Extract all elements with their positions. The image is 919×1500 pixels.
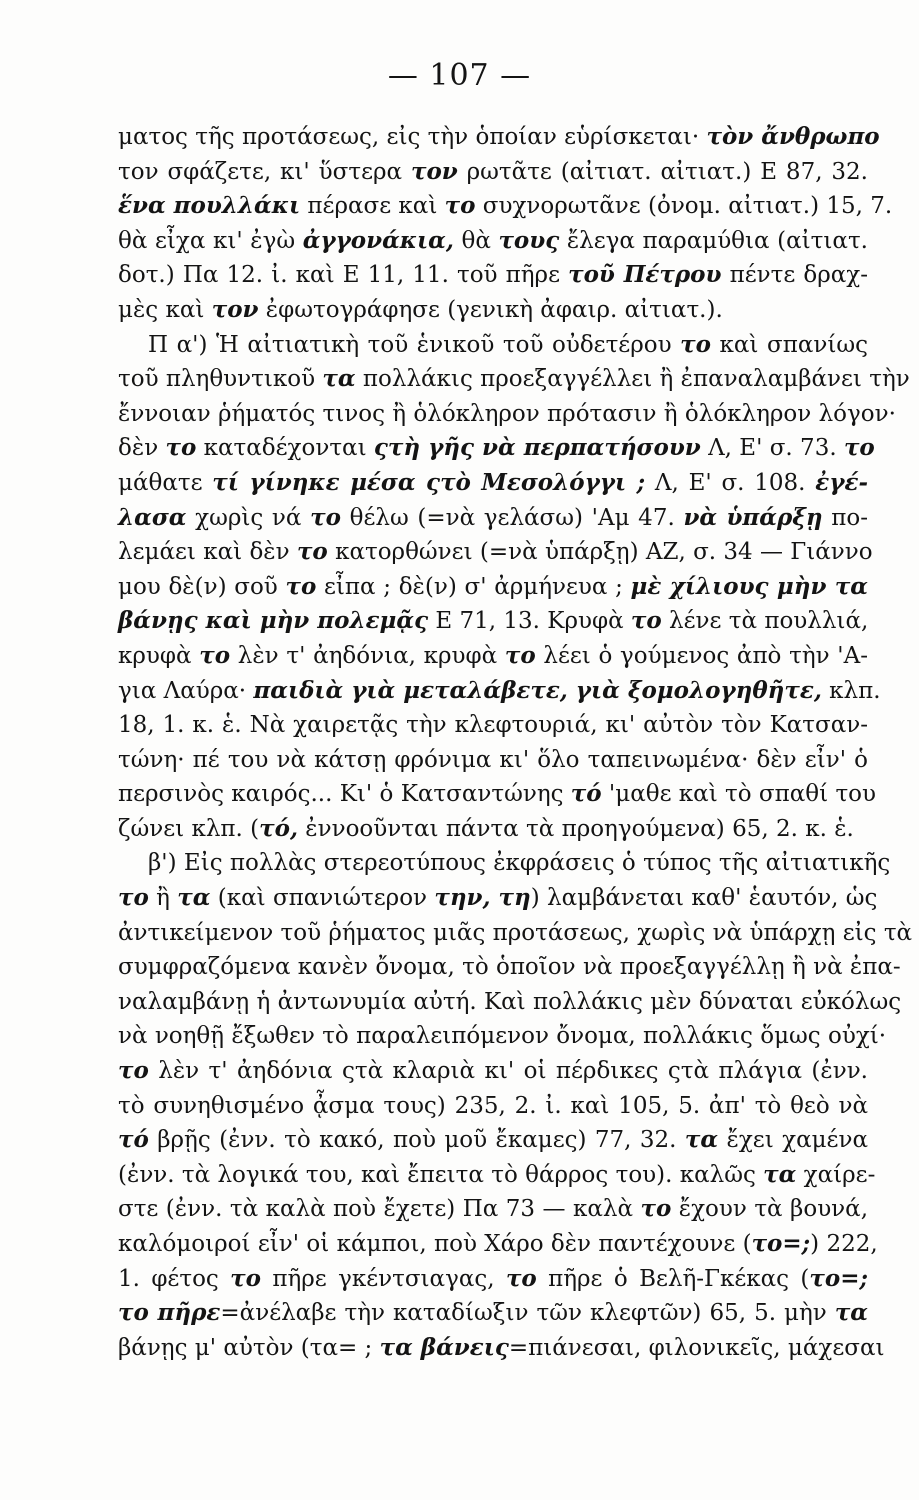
emphasis-text: το (296, 538, 328, 566)
text-line (118, 985, 902, 1020)
emphasis-text: τα (322, 365, 356, 393)
text-segment: τώνη· πέ του νὰ κάτσῃ φρόνιμα κι' ὅλο ταπεινωμένα· δὲν εἶν' ὁ (118, 746, 868, 773)
text-segment: ἀντικείμενον τοῦ ῥήματος μιᾶς προτάσεως, χωρὶς νὰ ὑπάρχῃ εἰς τὰ (118, 919, 913, 946)
text-segment: θὰ εἶχα κι' ἐγὼ (118, 227, 303, 254)
text-segment: περσινὸς καιρός... Κι' ὁ Κατσαντώνης (118, 781, 571, 808)
text-segment: ἔχει χαμένα (718, 1127, 868, 1154)
text-segment: κατορθώνει (=νὰ ὑπάρξῃ) ΑΖ, σ. 34 — Γιάννο (327, 539, 873, 566)
emphasis-text: λασα (118, 503, 187, 531)
text-segment: =πιάνεσαι, φιλονικεῖς, μάχεσαι (508, 1334, 885, 1361)
emphasis-text: τα βάνεις (379, 1333, 509, 1361)
text-segment: πο- (822, 504, 868, 531)
emphasis-text: ἀγγονάκια, (302, 226, 454, 254)
text-segment: λεμάει καὶ δὲν (118, 539, 297, 566)
text-segment: καὶ σπανίως (710, 331, 868, 358)
emphasis-text: βάνῃς καὶ μὴν πολεμᾷς (118, 607, 429, 635)
text-segment: =ἀνέλαβε τὴν καταδίωξιν τῶν κλεφτῶν) 65, 5. μὴν (220, 1300, 835, 1327)
emphasis-text: ἕνα πουλλάκι (118, 192, 301, 220)
text-segment: για Λαύρα· (118, 677, 254, 704)
text-line (118, 639, 868, 674)
text-segment: καλόμοιροί εἶν' οἱ κάμποι, ποὺ Χάρο δὲν παντέχουνε ( (118, 1231, 752, 1257)
text-segment: τον σφάζετε, κι' ὕστερα (118, 158, 411, 185)
text-segment: λὲν τ' ἀηδόνια, κρυφὰ (230, 642, 505, 669)
text-line (118, 1296, 868, 1331)
emphasis-text: τον (211, 295, 259, 323)
emphasis-text: το (199, 641, 231, 669)
emphasis-text: τοῦ Πέτρου (568, 261, 722, 289)
emphasis-text: το (680, 330, 711, 358)
text-line (118, 604, 868, 639)
text-segment: τοῦ πληθυντικοῦ (118, 366, 323, 393)
emphasis-text: παιδιὰ γιὰ μεταλάβετε, γιὰ ξομολογηθῆτε, (253, 676, 822, 704)
emphasis-text: το=; (809, 1264, 868, 1292)
text-line (118, 1019, 887, 1054)
text-line (118, 1262, 868, 1297)
text-line (118, 950, 901, 985)
text-segment: κρυφὰ (118, 642, 200, 669)
emphasis-text: μὲ χίλιους μὴν τα (630, 572, 868, 600)
emphasis-text: ἐγέ- (815, 468, 868, 496)
text-segment: συμφραζόμενα κανὲν ὄνομα, τὸ ὁποῖον νὰ προεξαγγέλλῃ ἢ νὰ ἐπα- (118, 954, 901, 981)
text-line (118, 846, 891, 881)
text-segment: Ε 71, 13. Κρυφὰ (428, 608, 631, 635)
emphasis-text: το (310, 503, 341, 531)
text-line (118, 362, 910, 397)
emphasis-text: το (165, 434, 197, 462)
text-segment: ματος τῆς προτάσεως, εἰς τὴν ὁποίαν εὑρίσκεται· (118, 124, 707, 150)
text-segment: ἔννοιαν ῥήματός τινος ἢ ὁλόκληρον πρότασιν ἢ ὁλόκληρον λόγον· (118, 400, 896, 427)
text-segment: νὰ νοηθῇ ἔξωθεν τὸ παραλειπόμενον ὄνομα, πολλάκις ὅμως οὐχί· (118, 1023, 887, 1050)
text-line (118, 1331, 885, 1366)
text-segment: ρωτᾶτε (αἰτιατ. αἰτιατ.) Ε 87, 32. (457, 158, 868, 185)
text-segment: πέρασε καὶ (300, 193, 445, 220)
emphasis-text: τα (684, 1126, 719, 1154)
emphasis-text: το (843, 434, 875, 462)
emphasis-text: το (118, 1057, 149, 1085)
emphasis-text: το (630, 607, 662, 635)
text-segment: β') Εἰς πολλὰς στερεοτύπους ἐκφράσεις ὁ τύπος τῆς αἰτιατικῆς (148, 850, 891, 877)
text-line (118, 466, 868, 501)
emphasis-text: τὸν ἄνθρωπο (706, 123, 880, 150)
text-segment: θὰ (453, 227, 499, 254)
emphasis-text: τί γίνηκε μέσα ςτὸ Μεσολόγγι ; (212, 468, 646, 496)
text-segment: Λ, Ε' σ. 108. (645, 469, 816, 496)
text-segment: (ἐνν. τὰ λογικά του, καὶ ἔπειτα τὸ θάρρος του). καλῶς (118, 1161, 764, 1188)
emphasis-text: τό (570, 780, 602, 808)
text-segment: ἔχουν τὰ βουνά, (671, 1196, 869, 1223)
text-line (118, 431, 875, 466)
emphasis-text: το πῆρε (118, 1299, 221, 1327)
text-segment: βάνῃς μ' αὐτὸν (τα= ; (118, 1334, 380, 1361)
text-segment: λὲν τ' ἀηδόνια ςτὰ κλαριὰ κι' οἱ πέρδικες ςτὰ πλάγια (ἐνν. (148, 1058, 868, 1085)
text-line (118, 812, 868, 847)
text-segment: μὲς καὶ (118, 296, 212, 323)
text-line (118, 916, 913, 951)
text-segment: 'μαθε καὶ τὸ σπαθί του (601, 781, 877, 808)
emphasis-text: τους (498, 226, 560, 254)
emphasis-text: τα (763, 1160, 797, 1188)
text-segment: πέντε δραχ- (721, 262, 868, 289)
text-segment: ἢ (148, 885, 178, 912)
text-segment: πῆρε ὁ Βελῆ-Γκέκας ( (536, 1265, 810, 1292)
emphasis-text: το (504, 641, 536, 669)
text-segment: λένε τὰ πουλλιά, (661, 608, 869, 635)
body-text (118, 120, 913, 1365)
text-segment: ναλαμβάνῃ ἡ ἀντωνυμία αὐτή. Καὶ πολλάκις μὲν δύναται εὐκόλως (118, 988, 902, 1015)
text-segment: θέλω (=νὰ γελάσω) 'Αμ 47. (340, 504, 684, 531)
text-segment: στε (ἐνν. τὰ καλὰ ποὺ ἔχετε) Πα 73 — καλὰ (118, 1196, 641, 1223)
text-line (118, 1158, 876, 1193)
text-line (118, 224, 868, 259)
text-segment: μου δὲ(ν) σοῦ (118, 573, 286, 600)
emphasis-text: την, τη (434, 884, 531, 912)
text-line (118, 1192, 868, 1227)
text-line (118, 155, 868, 190)
text-segment: πολλάκις προεξαγγέλλει ἢ ἐπαναλαμβάνει τὴν (355, 366, 910, 393)
emphasis-text: τα (834, 1299, 869, 1327)
text-segment: πῆρε γκέντσιαγας, (261, 1265, 506, 1292)
text-line (118, 743, 868, 778)
emphasis-text: τό, (259, 814, 298, 842)
emphasis-text: το (285, 572, 317, 600)
text-line (118, 397, 896, 432)
text-segment: μάθατε (118, 469, 213, 496)
text-line (118, 328, 868, 363)
text-line (118, 777, 877, 812)
text-line (118, 1089, 868, 1124)
text-segment: ἐννοοῦνται πάντα τὰ προηγούμενα) 65, 2. κ. ἑ. (297, 815, 854, 842)
emphasis-text: το (230, 1264, 261, 1292)
text-segment: καταδέχονται (196, 435, 374, 462)
text-segment: δὲν (118, 435, 166, 462)
text-segment: εἶπα ; δὲ(ν) σ' ἀρμήνευα ; (316, 573, 631, 600)
emphasis-text: τα (177, 884, 211, 912)
emphasis-text: το (505, 1264, 537, 1292)
emphasis-text: το (444, 192, 476, 220)
emphasis-text: το=; (751, 1230, 811, 1257)
page-number: — 107 — (387, 58, 532, 93)
emphasis-text: νὰ ὑπάρξῃ (683, 503, 823, 531)
emphasis-text: τό (118, 1126, 149, 1154)
text-line (118, 570, 868, 605)
text-line (118, 501, 868, 536)
text-line (118, 293, 868, 328)
text-segment: Λ, Ε' σ. 73. (700, 435, 844, 462)
text-line (118, 258, 868, 293)
text-segment: χαίρε- (796, 1161, 876, 1188)
text-segment: κλπ. (821, 677, 881, 704)
text-segment: ) λαμβάνεται καθ' ἑαυτόν, ὡς (530, 885, 878, 912)
text-segment: (καὶ σπανιώτερον (210, 885, 435, 912)
text-line (118, 535, 873, 570)
text-line (118, 1123, 868, 1158)
text-segment: τὸ συνηθισμένο ᾆσμα τους) 235, 2. ἰ. καὶ 105, 5. ἀπ' τὸ θεὸ νὰ (118, 1092, 868, 1119)
text-segment: συχνορωτᾶνε (ὀνομ. αἰτιατ.) 15, 7. (475, 193, 893, 220)
text-line (118, 881, 878, 916)
text-segment: ζώνει κλπ. ( (118, 815, 260, 842)
text-segment: λέει ὁ γούμενος ἀπὸ τὴν 'Α- (535, 642, 868, 669)
emphasis-text: το (118, 884, 149, 912)
text-segment: χωρὶς νά (186, 504, 311, 531)
emphasis-text: ςτὴ γῆς νὰ περπατήσουν (373, 434, 701, 462)
text-line (118, 1227, 878, 1262)
text-segment: Π α') Ἡ αἰτιατικὴ τοῦ ἑνικοῦ τοῦ οὐδετέρου (148, 331, 681, 358)
text-segment: δοτ.) Πα 12. ἰ. καὶ Ε 11, 11. τοῦ πῆρε (118, 262, 569, 289)
emphasis-text: το (640, 1195, 672, 1223)
emphasis-text: τον (410, 157, 458, 185)
text-segment: ) 222, (810, 1231, 878, 1257)
text-segment: 1. φέτος (118, 1265, 231, 1292)
text-segment: ἐφωτογράφησε (γενικὴ ἀφαιρ. αἰτιατ.). (258, 296, 723, 323)
text-line (118, 708, 868, 743)
text-line (118, 120, 880, 155)
text-line (118, 1054, 868, 1089)
text-line (118, 674, 881, 709)
text-segment: ἔλεγα παραμύθια (αἰτιατ. (559, 227, 868, 254)
text-line (118, 189, 893, 224)
text-segment: βρῇς (ἐνν. τὸ κακό, ποὺ μοῦ ἔκαμες) 77, 32. (148, 1127, 685, 1154)
text-segment: 18, 1. κ. ἑ. Νὰ χαιρετᾷς τὴν κλεφτουριά, κι' αὐτὸν τὸν Κατσαν- (118, 712, 868, 739)
